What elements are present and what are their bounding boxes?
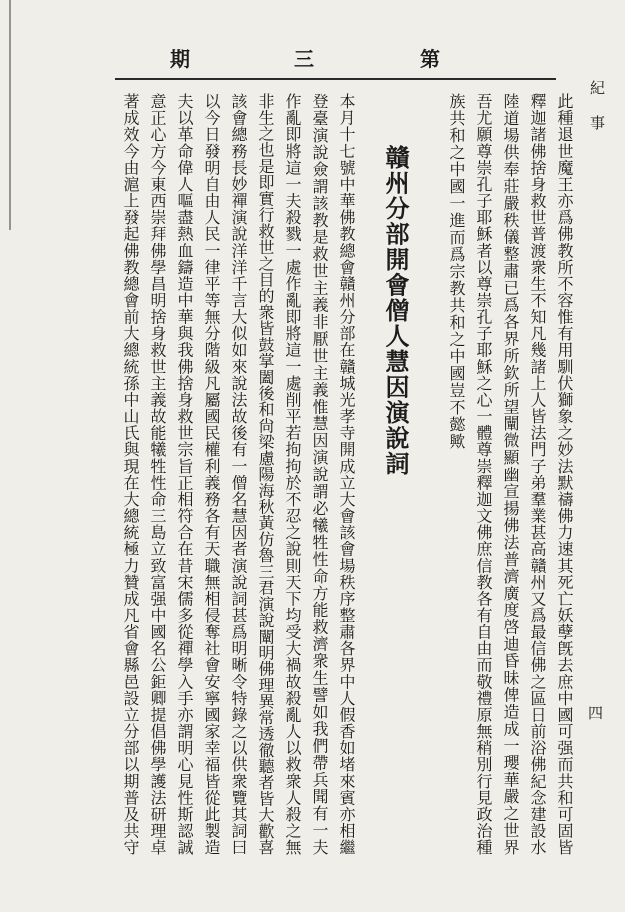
section-label: 紀事	[588, 80, 606, 150]
article-column: 作亂即將這一夫殺戮一處作亂即將這一處削平若拘拘於不忍之說則天下均受大禍故殺亂人以救衆人殺之無	[283, 93, 302, 855]
previous-article-column: 陸道場供奉莊嚴秩儀整肅已爲各界所欽所望闡微顯幽宣揚佛法普濟廣度啓迪昏昧俾造成一瓔華嚴之世界	[501, 93, 520, 855]
previous-article-column: 族共和之中國一進而爲宗教共和之中國豈不懿歟	[447, 93, 466, 450]
previous-article-column: 釋迦諸佛捨身救世普渡衆生不知凡幾諸上人皆法門子弟羣業甚高贛州又爲最信佛之區日前浴佛紀念建設水	[528, 93, 547, 855]
article-column: 登臺演說僉謂該教是救世主義非厭世主義惟慧因演說謂必犧牲性命方能救濟衆生譬如我們帶兵聞有一夫	[310, 93, 329, 855]
previous-article-column: 此種退世魔王亦爲佛教所不容惟有用馴伏獅象之妙法默禱佛力速其死亡妖孽旣去庶中國可强而共和可固皆	[555, 93, 574, 855]
article-column: 著成效今由滬上發起佛教總會前大總統孫中山氏與現在大總統極力贊成凡省會縣邑設立分部以期普及共守	[121, 93, 140, 855]
header-char-san: 三	[294, 47, 314, 71]
article-column: 意正心方今東西崇拜佛學昌明捨身救世主義故能犧牲性命三島立致富强中國名公鉅卿提倡佛學護法研理卓	[148, 93, 167, 855]
article-column: 夫以革命偉人嘔盡熱血鑄造中華與我佛捨身救世宗旨正相符合在昔宋儒多從禪學入手亦謂明心見性斯認誠	[175, 93, 194, 855]
article-column: 該會總務長妙禪演說洋洋千言大似如來說法故後有一僧名慧因者演說詞甚爲明晰令特錄之以供衆覽其詞曰	[229, 93, 248, 855]
header-char-di: 第	[420, 47, 440, 71]
header-char-qi: 期	[170, 47, 190, 71]
article-column: 本月十七號中華佛教總會贛州分部在贛城光孝寺開成立大會該會場秩序整肅各界中人假香如堵來賓亦相繼	[337, 93, 356, 855]
page-number: 四	[588, 704, 604, 722]
article-column: 非生之也是即實行救世之目的衆皆鼓掌闔後和尙梁慮陽海秋黃仿魯三君演說闡明佛理異常透徹聽者皆大歡喜	[256, 93, 275, 855]
previous-article-column: 吾尤願尊崇孔子耶穌者以尊崇孔子耶穌之心一體尊崇釋迦文佛庶信教各有自由而敬禮原無稍別行見政治種	[474, 93, 493, 855]
scan-edge-line	[9, 0, 11, 230]
article-title: 贛州分部開會僧人慧因演說詞	[381, 145, 410, 477]
header-rule	[115, 78, 556, 80]
article-column: 以今日發明自由人民一律平等無分階級凡屬國民權利義務各有天職無相侵奪社會安寧國家幸福皆從此製造	[202, 93, 221, 855]
